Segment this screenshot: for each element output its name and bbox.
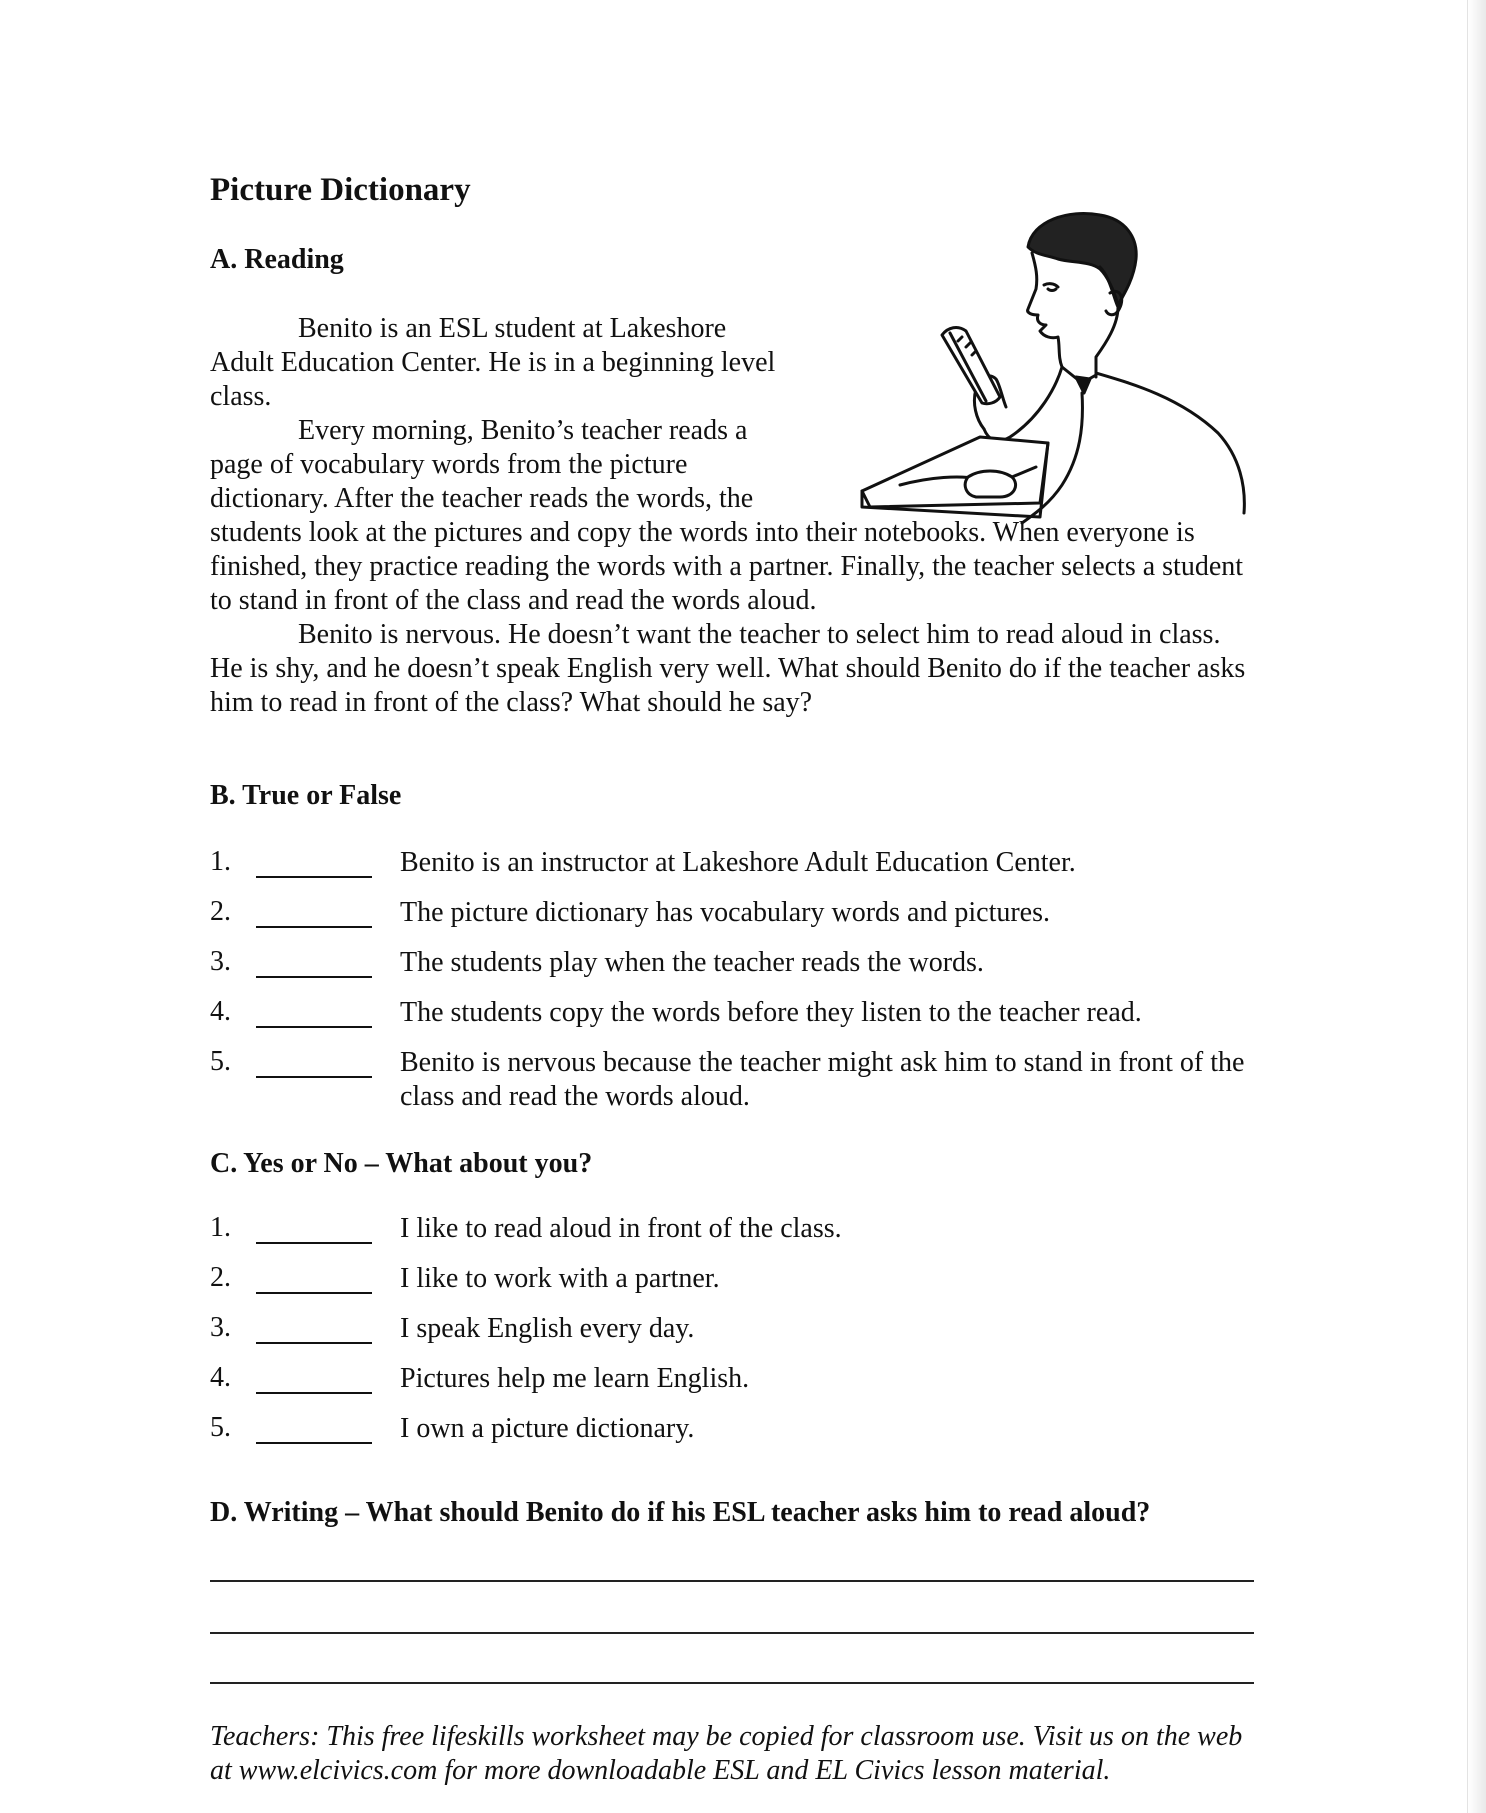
list-item	[210, 996, 1250, 1046]
section-c-heading: C. Yes or No – What about you?	[210, 1148, 593, 1179]
section-a-heading: A. Reading	[210, 244, 344, 275]
item-statement: I speak English every day.	[400, 1313, 695, 1344]
item-statement: The picture dictionary has vocabulary words and pictures.	[400, 897, 1051, 928]
item-number: 5.	[210, 1046, 231, 1077]
item-statement: Pictures help me learn English.	[400, 1363, 750, 1394]
page-title: Picture Dictionary	[210, 172, 471, 208]
list-item	[210, 1212, 1250, 1262]
item-number: 3.	[210, 946, 231, 977]
answer-blank[interactable]	[256, 1342, 372, 1344]
item-number: 5.	[210, 1412, 231, 1443]
list-item	[210, 1046, 1250, 1132]
reading-paragraph-2: Every morning, Benito’s teacher reads a page of vocabulary words from the picture dictionary. After the teacher reads the words, the students look at the pictures and copy the words into their notebooks. When everyone is finished, they practice reading the words with a partner. Finally, the teacher selects a student to stand in front of the class and read the words aloud.	[210, 415, 1244, 616]
item-number: 2.	[210, 1262, 231, 1293]
item-number: 3.	[210, 1312, 231, 1343]
item-number: 1.	[210, 1212, 231, 1243]
list-item	[210, 946, 1250, 996]
item-number: 1.	[210, 846, 231, 877]
answer-blank[interactable]	[256, 976, 372, 978]
reading-paragraph-3: Benito is nervous. He doesn’t want the teacher to select him to read aloud in class. He is shy, and he doesn’t speak English very well. What should Benito do if the teacher asks him to read in front of the class? What should he say?	[210, 619, 1246, 718]
yes-no-list	[210, 1212, 1250, 1462]
answer-blank[interactable]	[256, 1026, 372, 1028]
reading-paragraph-1: Benito is an ESL student at Lakeshore Adult Education Center. He is in a beginning level class.	[210, 313, 776, 412]
list-item	[210, 1412, 1250, 1462]
student-reading-illustration	[800, 207, 1260, 487]
item-number: 4.	[210, 996, 231, 1027]
item-statement: The students play when the teacher reads the words.	[400, 947, 984, 978]
worksheet-page	[210, 0, 1260, 1813]
answer-blank[interactable]	[256, 926, 372, 928]
item-statement: Benito is nervous because the teacher might ask him to stand in front of the class and read the words aloud.	[400, 1047, 1245, 1112]
true-false-list	[210, 846, 1250, 1132]
answer-blank[interactable]	[256, 876, 372, 878]
writing-line[interactable]	[210, 1682, 1254, 1684]
section-b-heading: B. True or False	[210, 780, 402, 811]
item-statement: Benito is an instructor at Lakeshore Adult Education Center.	[400, 847, 1076, 878]
writing-line[interactable]	[210, 1632, 1254, 1634]
list-item	[210, 896, 1250, 946]
answer-blank[interactable]	[256, 1242, 372, 1244]
list-item	[210, 1362, 1250, 1412]
reading-passage	[210, 312, 1250, 720]
section-d-heading: D. Writing – What should Benito do if his ESL teacher asks him to read aloud?	[210, 1497, 1151, 1528]
writing-line[interactable]	[210, 1580, 1254, 1582]
answer-blank[interactable]	[256, 1392, 372, 1394]
teacher-note: Teachers: This free lifeskills worksheet may be copied for classroom use. Visit us on the web at www.elcivics.com for more downloadable ESL and EL Civics lesson material.	[210, 1721, 1243, 1786]
item-statement: I like to read aloud in front of the class.	[400, 1213, 842, 1244]
list-item	[210, 846, 1250, 896]
answer-blank[interactable]	[256, 1442, 372, 1444]
item-statement: I own a picture dictionary.	[400, 1413, 695, 1444]
item-statement: I like to work with a partner.	[400, 1263, 720, 1294]
page-edge	[1467, 0, 1486, 1813]
list-item	[210, 1312, 1250, 1362]
list-item	[210, 1262, 1250, 1312]
item-number: 2.	[210, 896, 231, 927]
answer-blank[interactable]	[256, 1292, 372, 1294]
item-number: 4.	[210, 1362, 231, 1393]
answer-blank[interactable]	[256, 1076, 372, 1078]
item-statement: The students copy the words before they listen to the teacher read.	[400, 997, 1142, 1028]
